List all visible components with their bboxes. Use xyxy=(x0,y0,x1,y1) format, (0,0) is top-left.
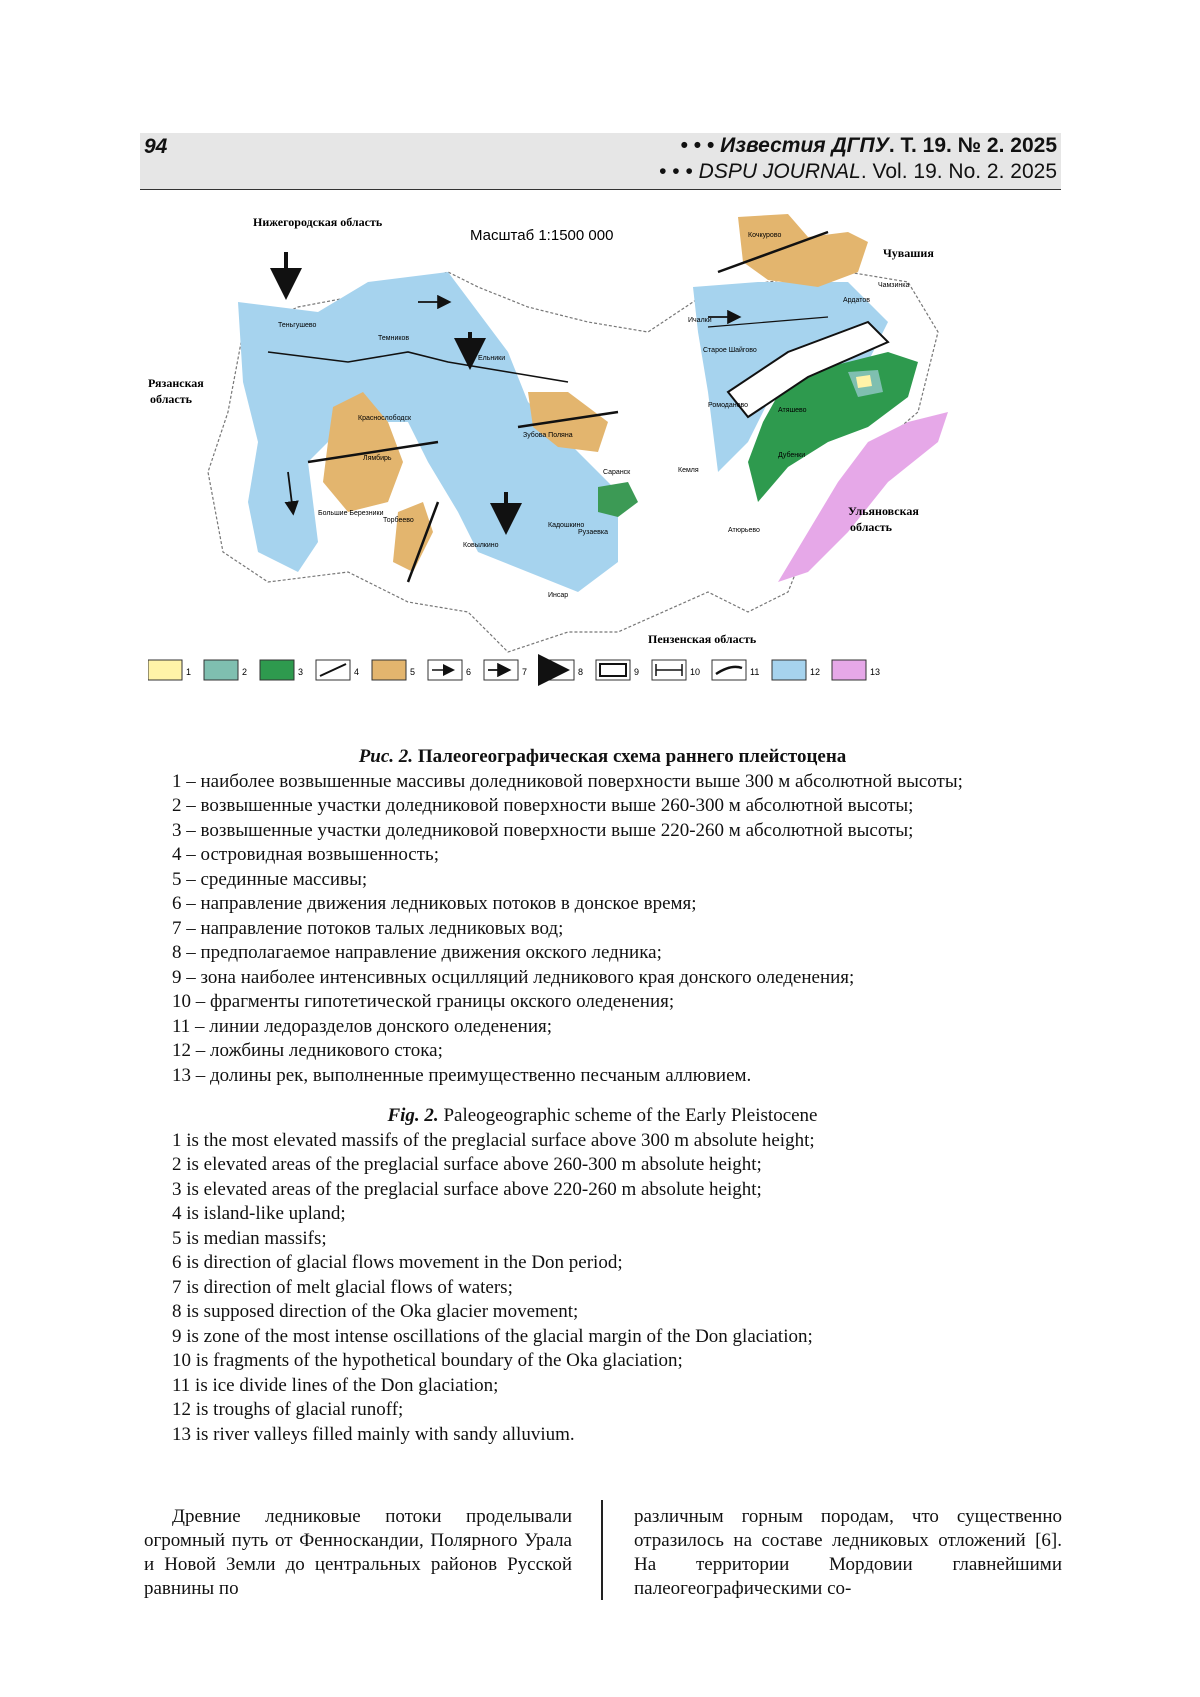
legend-item-en: 12 is troughs of glacial runoff; xyxy=(144,1398,1061,1423)
figure-title-ru: Палеогеографическая схема раннего плейстоцена xyxy=(418,746,846,767)
figure-caption-title-ru xyxy=(144,745,1061,770)
legend-swatch-11 xyxy=(712,660,746,680)
journal-name-en: DSPU JOURNAL xyxy=(699,160,861,183)
place-label: Краснослободск xyxy=(358,414,412,422)
place-label: Торбеево xyxy=(383,516,414,524)
legend-item-ru: 5 – срединные массивы; xyxy=(144,868,1061,893)
place-label: Ичалки xyxy=(688,317,712,324)
region-penza: Пензенская область xyxy=(648,632,757,646)
legend-item-en: 5 is median massifs; xyxy=(144,1227,1061,1252)
place-label: Большие Березники xyxy=(318,510,384,517)
legend-item-en: 10 is fragments of the hypothetical boundary of the Oka glaciation; xyxy=(144,1349,1061,1374)
legend-label-2: 2 xyxy=(242,667,247,677)
place-label: Кадошкино xyxy=(548,522,584,529)
map-legend xyxy=(148,660,880,680)
place-label: Саранск xyxy=(603,469,631,476)
figure-label-ru: Рис. 2. xyxy=(359,746,413,767)
figure-title-en: Paleogeographic scheme of the Early Pleistocene xyxy=(443,1105,817,1126)
legend-label-6: 6 xyxy=(466,667,471,677)
paleogeographic-map xyxy=(148,212,1053,747)
legend-label-11: 11 xyxy=(750,667,759,677)
place-label: Ардатов xyxy=(843,297,870,304)
journal-title-ru xyxy=(681,134,1057,158)
legend-item-ru: 9 – зона наиболее интенсивных осцилляций ледникового края донского оледенения; xyxy=(144,966,1061,991)
legend-label-10: 10 xyxy=(690,667,700,677)
legend-item-ru: 8 – предполагаемое направление движения окского ледника; xyxy=(144,941,1061,966)
header-dots-en: • • • xyxy=(659,160,693,183)
body-right-column: различным горным породам, что существенно отразилось на составе ледниковых отложений [6]. На территории Мордовии главнейшими палеогеографическими со- xyxy=(634,1505,1062,1601)
place-label: Старое Шайгово xyxy=(703,346,757,354)
legend-swatch-12 xyxy=(772,660,806,680)
legend-item-ru: 12 – ложбины ледникового стока; xyxy=(144,1039,1061,1064)
legend-item-ru: 13 – долины рек, выполненные преимущественно песчаным аллювием. xyxy=(144,1064,1061,1089)
page-number: 94 xyxy=(144,135,167,159)
legend-item-ru: 10 – фрагменты гипотетической границы окского оледенения; xyxy=(144,990,1061,1015)
legend-swatch-3 xyxy=(260,660,294,680)
legend-item-ru: 4 – островидная возвышенность; xyxy=(144,843,1061,868)
legend-label-1: 1 xyxy=(186,667,191,677)
upland-yellow xyxy=(856,375,872,388)
legend-label-12: 12 xyxy=(810,667,820,677)
region-ryazan-2: область xyxy=(150,392,193,406)
legend-label-9: 9 xyxy=(634,667,639,677)
legend-item-ru: 2 – возвышенные участки доледниковой поверхности выше 260-300 м абсолютной высоты; xyxy=(144,794,1061,819)
place-label: Ромоданово xyxy=(708,402,748,409)
legend-item-en: 7 is direction of melt glacial flows of waters; xyxy=(144,1276,1061,1301)
place-label: Атюрьево xyxy=(728,527,760,534)
legend-item-en: 2 is elevated areas of the preglacial surface above 260-300 m absolute height; xyxy=(144,1153,1061,1178)
region-chuvashia: Чувашия xyxy=(883,246,934,260)
legend-item-en: 6 is direction of glacial flows movement in the Don period; xyxy=(144,1251,1061,1276)
figure-caption-en xyxy=(144,1104,1061,1447)
journal-name-ru: Известия ДГПУ xyxy=(720,134,889,157)
legend-item-ru: 1 – наиболее возвышенные массивы доледниковой поверхности выше 300 м абсолютной высоты; xyxy=(144,770,1061,795)
place-label: Ельники xyxy=(478,355,505,362)
legend-item-ru: 6 – направление движения ледниковых потоков в донское время; xyxy=(144,892,1061,917)
journal-title-en xyxy=(659,160,1057,184)
place-label: Чамзинка xyxy=(878,282,909,289)
legend-item-ru: 11 – линии ледоразделов донского оледенения; xyxy=(144,1015,1061,1040)
legend-swatch-13 xyxy=(832,660,866,680)
place-label: Темников xyxy=(378,335,409,342)
legend-item-ru: 7 – направление потоков талых ледниковых вод; xyxy=(144,917,1061,942)
header-dots-ru: • • • xyxy=(681,134,715,157)
place-label: Ковылкино xyxy=(463,542,499,549)
legend-label-7: 7 xyxy=(522,667,527,677)
column-divider xyxy=(601,1500,603,1600)
figure-label-en: Fig. 2. xyxy=(387,1105,438,1126)
legend-swatch-2 xyxy=(204,660,238,680)
legend-item-en: 3 is elevated areas of the preglacial surface above 220-260 m absolute height; xyxy=(144,1178,1061,1203)
legend-item-en: 11 is ice divide lines of the Don glaciation; xyxy=(144,1374,1061,1399)
place-label: Атяшево xyxy=(778,407,807,414)
place-label: Теньгушево xyxy=(278,322,316,329)
legend-item-en: 4 is island-like upland; xyxy=(144,1202,1061,1227)
journal-issue-ru: . Т. 19. № 2. 2025 xyxy=(889,134,1057,157)
legend-item-ru: 3 – возвышенные участки доледниковой поверхности выше 220-260 м абсолютной высоты; xyxy=(144,819,1061,844)
legend-label-4: 4 xyxy=(354,667,359,677)
legend-label-5: 5 xyxy=(410,667,415,677)
place-label: Зубова Поляна xyxy=(523,431,573,439)
legend-item-en: 1 is the most elevated massifs of the preglacial surface above 300 m absolute height; xyxy=(144,1129,1061,1154)
place-label: Рузаевка xyxy=(578,529,608,536)
figure-captions xyxy=(144,745,1061,1447)
running-header xyxy=(140,133,1061,190)
place-label: Кочкурово xyxy=(748,232,781,239)
place-label: Инсар xyxy=(548,592,568,599)
legend-swatch-5 xyxy=(372,660,406,680)
journal-issue-en: . Vol. 19. No. 2. 2025 xyxy=(861,160,1057,183)
map-scale-label: Масштаб 1:1500 000 xyxy=(470,227,613,244)
legend-label-13: 13 xyxy=(870,667,880,677)
region-ulyanovsk-1: Ульяновская xyxy=(848,504,919,518)
region-ulyanovsk-2: область xyxy=(850,520,893,534)
place-label: Лямбирь xyxy=(363,454,392,462)
place-label: Кемля xyxy=(678,467,699,474)
legend-item-en: 9 is zone of the most intense oscillations of the glacial margin of the Don glaciation; xyxy=(144,1325,1061,1350)
legend-swatch-1 xyxy=(148,660,182,680)
legend-label-3: 3 xyxy=(298,667,303,677)
figure-caption-title-en xyxy=(144,1104,1061,1129)
place-label: Дубенки xyxy=(778,451,805,459)
legend-item-en: 13 is river valleys filled mainly with sandy alluvium. xyxy=(144,1423,1061,1448)
legend-item-en: 8 is supposed direction of the Oka glacier movement; xyxy=(144,1300,1061,1325)
body-left-column: Древние ледниковые потоки проделывали огромный путь от Фенноскандии, Полярного Урала и Новой Земли до центральных районов Русской равнины по xyxy=(144,1505,572,1601)
legend-label-8: 8 xyxy=(578,667,583,677)
region-nizhny: Нижегородская область xyxy=(253,215,383,229)
region-ryazan-1: Рязанская xyxy=(148,376,204,390)
